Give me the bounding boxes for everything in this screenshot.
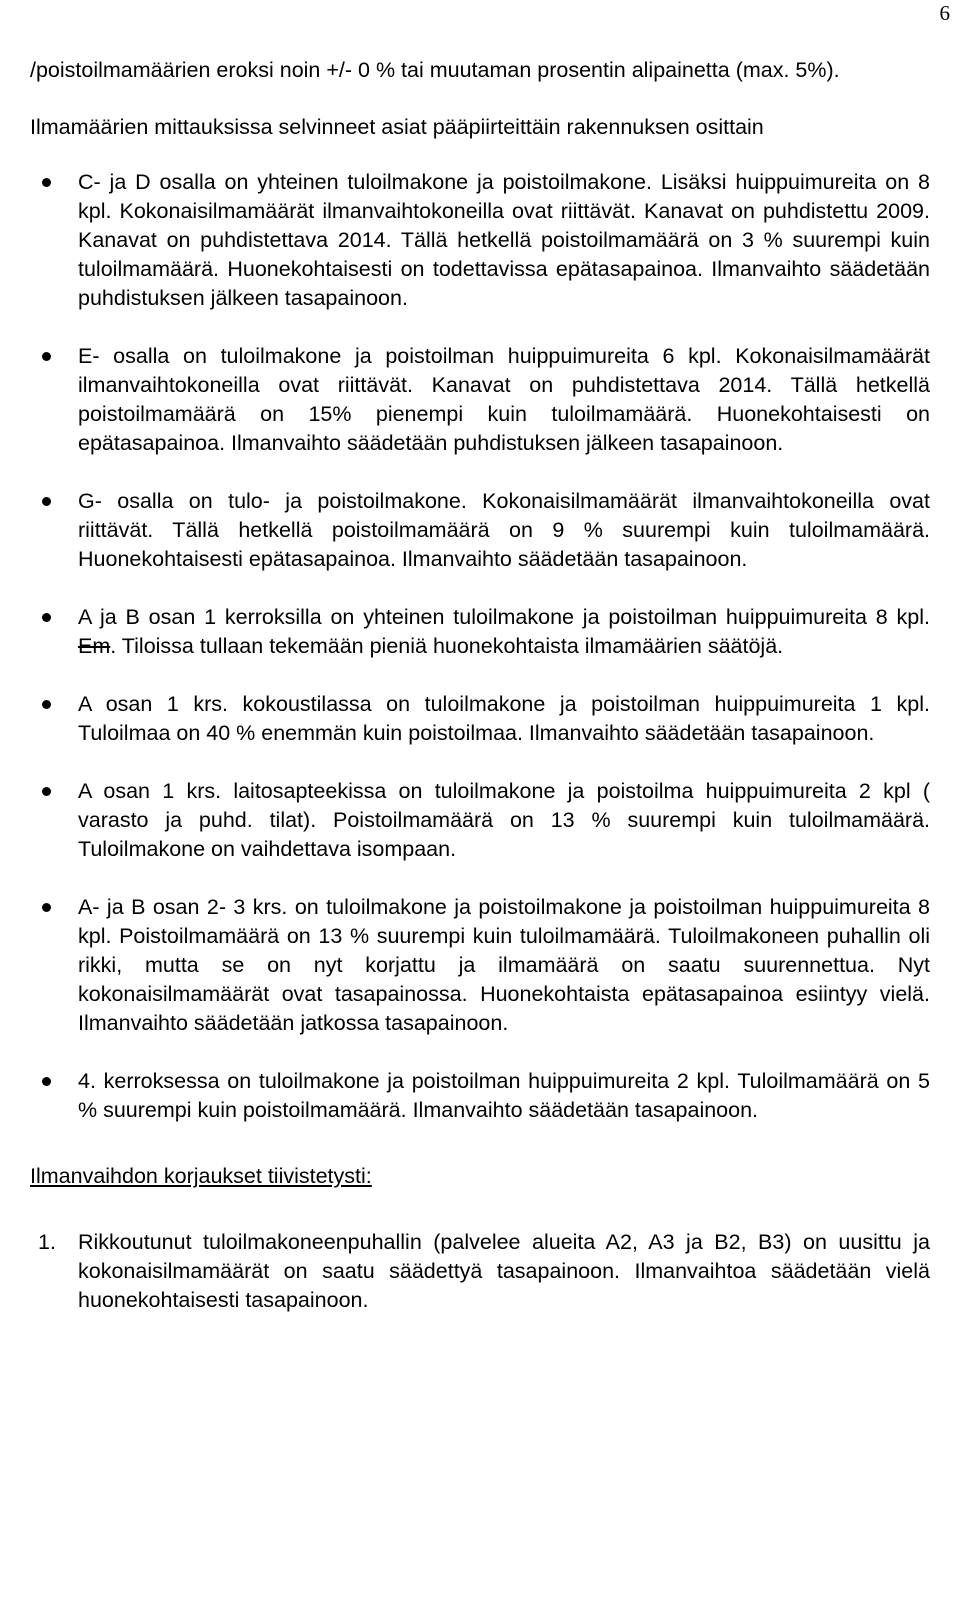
struck-text: Em [78, 634, 111, 658]
bullet-icon [42, 352, 51, 361]
section-heading: Ilmamäärien mittauksissa selvinneet asiat pääpiirteittäin rakennuksen osittain [30, 115, 764, 139]
bullet-icon [42, 700, 51, 709]
list-item [30, 342, 930, 458]
summary-item [30, 1228, 930, 1315]
list-item-text: A osan 1 krs. laitosapteekissa on tuloilmakone ja poistoilma huippuimureita 2 kpl ( varasto ja puhd. tilat). Poistoilmamäärä on 13 % suurempi kuin tuloilmamäärä. Tuloilmakone on vaihdettava isompaan. [78, 779, 930, 861]
list-item-text: A- ja B osan 2- 3 krs. on tuloilmakone ja poistoilmakone ja poistoilman huippuimureita 8 kpl. Poistoilmamäärä on 13 % suurempi kuin tuloilmamäärä. Tuloilmakoneen puhallin oli rikki, mutta se on nyt korjattu ja ilmamäärä on saatu suurennettua. Nyt kokonaisilmamäärät ovat tasapainossa. Huonekohtaista epätasapainoa esiintyy vielä. Ilmanvaihto säädetään jatkossa tasapainoon. [78, 895, 930, 1035]
bullet-icon [42, 1077, 51, 1086]
list-item-text: G- osalla on tulo- ja poistoilmakone. Kokonaisilmamäärät ilmanvaihtokoneilla ovat riittävät. Tällä hetkellä poistoilmamäärä on 9 % suurempi kuin tuloilmamäärä. Huonekohtaisesti epätasapainoa. Ilmanvaihto säädetään tasapainoon. [78, 489, 930, 571]
page-number: 6 [939, 1, 950, 25]
bullet-icon [42, 497, 51, 506]
list-item [30, 603, 930, 661]
summary-heading: Ilmanvaihdon korjaukset tiivistetysti: [30, 1164, 372, 1188]
bullet-icon [42, 613, 51, 622]
bullet-icon [42, 787, 51, 796]
list-item [30, 893, 930, 1038]
intro-paragraph: /poistoilmamäärien eroksi noin +/- 0 % tai muutaman prosentin alipainetta (max. 5%). [30, 58, 840, 82]
findings-list [30, 168, 930, 1125]
list-item-text: 4. kerroksessa on tuloilmakone ja poistoilman huippuimureita 2 kpl. Tuloilmamäärä on 5 % suurempi kuin poistoilmamäärä. Ilmanvaihto säädetään tasapainoon. [78, 1069, 930, 1122]
document-body [30, 56, 930, 1315]
list-item-text-before: A ja B osan 1 kerroksilla on yhteinen tuloilmakone ja poistoilman huippuimureita 8 kpl. [78, 605, 930, 629]
list-item [30, 777, 930, 864]
list-item [30, 690, 930, 748]
list-item-text: A osan 1 krs. kokoustilassa on tuloilmakone ja poistoilman huippuimureita 1 kpl. Tuloilmaa on 40 % enemmän kuin poistoilmaa. Ilmanvaihto säädetään tasapainoon. [78, 692, 930, 745]
list-item-text-after: . Tiloissa tullaan tekemään pieniä huonekohtaista ilmamäärien säätöjä. [110, 634, 784, 658]
summary-list [30, 1228, 930, 1315]
bullet-icon [42, 178, 51, 187]
bullet-icon [42, 903, 51, 912]
list-item [30, 1067, 930, 1125]
list-item-text: C- ja D osalla on yhteinen tuloilmakone ja poistoilmakone. Lisäksi huippuimureita on 8 kpl. Kokonaisilmamäärät ilmanvaihtokoneilla ovat riittävät. Kanavat on puhdistettu 2009. Kanavat on puhdistettava 2014. Tällä hetkellä poistoilmamäärä on 3 % suurempi kuin tuloilmamäärä. Huonekohtaisesti on todettavissa epätasapainoa. Ilmanvaihto säädetään puhdistuksen jälkeen tasapainoon. [78, 170, 930, 310]
summary-item-number: 1. [38, 1230, 56, 1254]
summary-item-text: Rikkoutunut tuloilmakoneenpuhallin (palvelee alueita A2, A3 ja B2, B3) on uusittu ja kokonaisilmamäärät on saatu säädettyä tasapainoon. Ilmanvaihtoa säädetään vielä huonekohtaisesti tasapainoon. [78, 1230, 930, 1312]
list-item-text: E- osalla on tuloilmakone ja poistoilman huippuimureita 6 kpl. Kokonaisilmamäärät ilmanvaihtokoneilla ovat riittävät. Kanavat on puhdistettava 2014. Tällä hetkellä poistoilmamäärä on 15% pienempi kuin tuloilmamäärä. Huonekohtaisesti on epätasapainoa. Ilmanvaihto säädetään puhdistuksen jälkeen tasapainoon. [78, 344, 930, 455]
list-item [30, 168, 930, 313]
list-item [30, 487, 930, 574]
